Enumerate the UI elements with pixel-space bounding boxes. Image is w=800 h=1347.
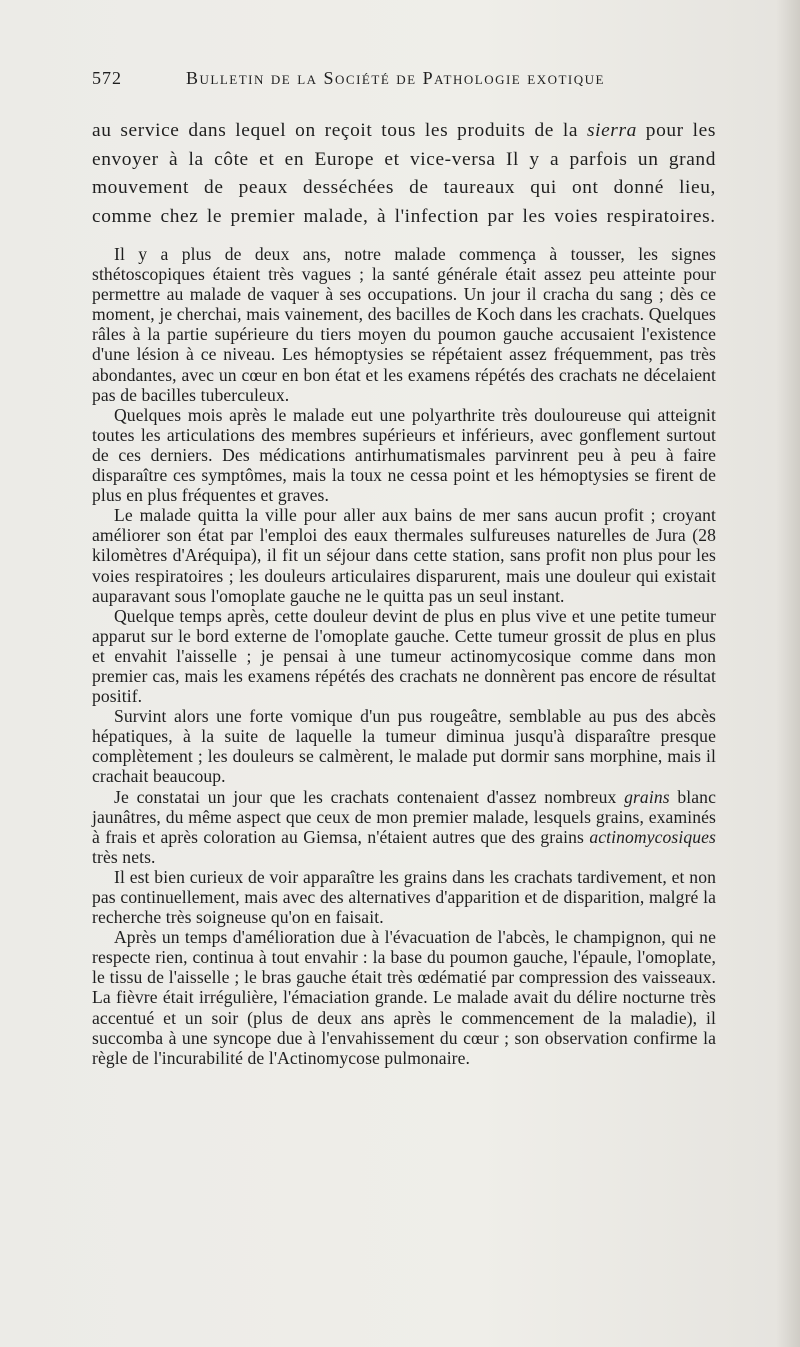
paragraph-7: Il est bien curieux de voir apparaître les grains dans les crachats tardivement, et non pas continuellement, mais avec des alternatives d'apparition et de disparition, malgré la recherche très soigneuse qu'on en faisait.: [92, 866, 716, 928]
lead-text-end: pour les envoyer à la côte et en Europe et vice-versa Il y a parfois un grand mouvement de peaux desséchées de taureaux qui ont donné lieu, comme chez le premier malade, à l'infection par les voies respiratoires.: [92, 120, 716, 227]
running-title: Bulletin de la Société de Pathologie exotique: [186, 68, 605, 88]
page-header: [92, 68, 712, 98]
paragraph-6-italic-actino: actinomycosiques: [589, 826, 716, 847]
paragraph-3: Le malade quitta la ville pour aller aux bains de mer sans aucun profit ; croyant améliorer son état par l'emploi des eaux thermales sulfureuses naturelles de Jura (28 kilomètres d'Aréquipa), il fit un séjour dans cette station, sans profit non plus pour les voies respiratoires ; les douleurs articulaires disparurent, mais une douleur qui existait auparavant sous l'omoplate gauche ne le quitta pas un seul instant.: [92, 505, 716, 606]
lead-paragraph: [92, 117, 716, 231]
paragraph-6-italic-grains: grains: [624, 786, 670, 807]
paragraph-6: [92, 787, 716, 867]
paragraph-2: Quelques mois après le malade eut une polyarthrite très douloureuse qui atteignit toutes les articulations des membres supérieurs et inférieurs, avec gonflement surtout de ces derniers. Des médications antirhumatismales parvinrent peu à peu à faire disparaître ces symptômes, mais la toux ne cessa point et les hémoptysies se firent de plus en plus fréquentes et graves.: [92, 404, 716, 506]
lead-text: au service dans lequel on reçoit tous les produits de la: [92, 120, 587, 141]
paragraph-6-text: Je constatai un jour que les crachats contenaient d'assez nombreux: [114, 786, 625, 807]
paragraph-4: Quelque temps après, cette douleur devint de plus en plus vive et une petite tumeur apparut sur le bord externe de l'omoplate gauche. Cette tumeur grossit de plus en plus et envahit l'aisselle ; je pensai à une tumeur actinomycosique comme dans mon premier cas, mais les examens répétés des crachats ne donnèrent pas encore de résultat positif.: [92, 605, 716, 707]
lead-italic: sierra: [586, 120, 637, 141]
page-number: 572: [92, 68, 122, 88]
paragraph-5: Survint alors une forte vomique d'un pus rougeâtre, semblable au pus des abcès hépatiques, à la suite de laquelle la tumeur diminua jusqu'à disparaître presque complètement ; les douleurs se calmèrent, le malade put dormir sans morphine, mais il crachait beaucoup.: [92, 706, 716, 787]
paragraph-6-text-mid: blanc jaunâtres, du même aspect que ceux de mon premier malade, lesquels grains, examinés à frais et après coloration au Giemsa, n'étaient autres que des grains: [92, 786, 716, 847]
body-text: [92, 117, 716, 1068]
paragraph-1: Il y a plus de deux ans, notre malade commença à tousser, les signes sthétoscopiques étaient très vagues ; la santé générale était assez peu atteinte pour permettre au malade de vaquer à ses occupations. Un jour il cracha du sang ; dès ce moment, je cherchai, mais vainement, des bacilles de Koch dans les crachats. Quelques râles à la partie supérieure du tiers moyen du poumon gauche accusaient l'existence d'une lésion à ce niveau. Les hémoptysies se répétaient assez fréquemment, pas très abondantes, avec un cœur en bon état et les examens répétés des crachats ne décelaient pas de bacilles tuberculeux.: [92, 244, 716, 405]
paragraph-8: Après un temps d'amélioration due à l'évacuation de l'abcès, le champignon, qui ne respecte rien, continua à tout envahir : la base du poumon gauche, l'épaule, l'omoplate, le tissu de l'aisselle ; le bras gauche était très œdématié par compression des vaisseaux. La fièvre était irrégulière, l'émaciation grande. Le malade avait du délire nocturne très accentué et un soir (plus de deux ans après le commencement de la maladie), il succomba à une syncope due à l'envahissement du cœur ; son observation confirme la règle de l'incurabilité de l'Actinomycose pulmonaire.: [92, 927, 716, 1068]
paragraph-6-text-end: très nets.: [92, 846, 156, 867]
